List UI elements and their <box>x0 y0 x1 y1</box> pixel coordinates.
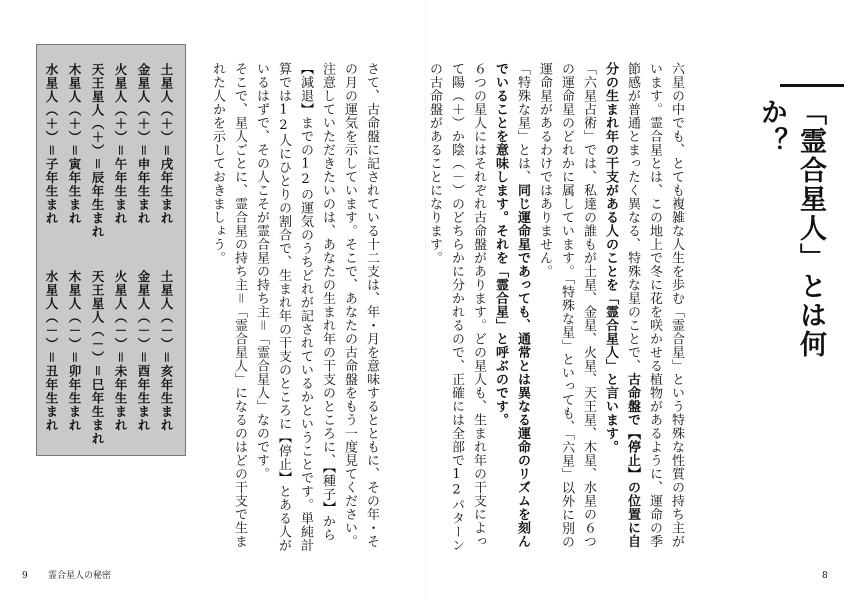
box-row-saturn-minus: 土星人（－）＝亥年生まれ <box>159 270 174 432</box>
right-body-text <box>427 62 687 552</box>
box-row-uranus-plus: 天王星人（＋）＝辰年生まれ <box>90 63 105 239</box>
box-row-mars-plus: 火星人（＋）＝午年生まれ <box>113 63 128 225</box>
right-page-number: 8 <box>822 571 828 581</box>
left-body-text <box>194 62 382 552</box>
box-row-saturn-plus: 土星人（＋）＝戌年生まれ <box>159 63 174 225</box>
box-row-mars-minus: 火星人（－）＝未年生まれ <box>113 270 128 432</box>
left-paragraph-2: そこで、星人ごとに、霊合星の持ち主＝「霊合星人」になるのはどの干支で生まれた人かを示しておきましょう。 <box>210 62 247 548</box>
right-bold-meaning: 同じ運命星であっても、通常とは異なる運命のリズムを刻んでいることを意味します。それを「霊合星」と呼ぶのです。 <box>493 62 530 548</box>
right-paragraph-1: 六星の中でも、とても複雑な人生を歩む「霊合星」という特殊な性質の持ち主がいます。霊合星とは、この地上で冬に花を咲かせる植物があるように、運命の季節感が普通とまったく異なる、特殊な星のことで、 <box>625 62 684 548</box>
right-paragraph-3-lead: 「特殊な星」とは、 <box>515 62 530 184</box>
box-row-venus-minus: 金星人（－）＝酉年生まれ <box>136 270 151 432</box>
box-row-mercury-minus: 水星人（－）＝丑年生まれ <box>44 270 59 432</box>
title-rule <box>780 84 844 87</box>
box-row-mercury-plus: 水星人（＋）＝子年生まれ <box>44 63 59 225</box>
right-paragraph-4: ６つの星人にはそれぞれ古命盤があります。どの星人も、生まれ年の干支によって陽（＋）か陰（－）のどちらかに分かれるので、正確には全部で12パターンの古命盤があることになります。 <box>427 62 486 552</box>
box-row-jupiter-minus: 木星人（－）＝卯年生まれ <box>67 270 82 432</box>
right-bold-definition: 古命盤で【停止】の位置に自分の生まれ年の干支がある人のことを「霊合星人」と言います。 <box>603 62 640 548</box>
left-page-number: 9 <box>22 571 28 581</box>
page-title: 「霊合星人」とは何か？ <box>756 98 826 359</box>
reigou-table-box <box>36 44 186 456</box>
running-head: 霊合星人の秘密 <box>48 571 112 581</box>
right-paragraph-2: 「六星占術」では、私達の誰もが土星、金星、火星、天王星、木星、水星の６つの運命星のどれかに属しています。「特殊な星」といっても、「六星」以外に別の運命星があるわけではありません。 <box>537 62 596 549</box>
box-row-jupiter-plus: 木星人（＋）＝寅年生まれ <box>67 63 82 225</box>
left-paragraph-1: さて、古命盤に記されている十二支は、年・月を意味するとともに、その年・その月の運気を示しています。そこで、あなたの古命盤をもう一度見てください。注意していただきたいのは、あなたの生まれ年の干支のところに、【種子】から【減退】までの12の運気のうちどれが記されているかということです。単純計算では12人にひとりの割合で、生まれ年の干支のところに【停止】とある人がいるはずで、その人こそが霊合星の持ち主＝「霊合星人」なのです。 <box>254 62 379 552</box>
box-row-uranus-minus: 天王星人（－）＝巳年生まれ <box>90 270 105 446</box>
box-row-venus-plus: 金星人（＋）＝申年生まれ <box>136 63 151 225</box>
